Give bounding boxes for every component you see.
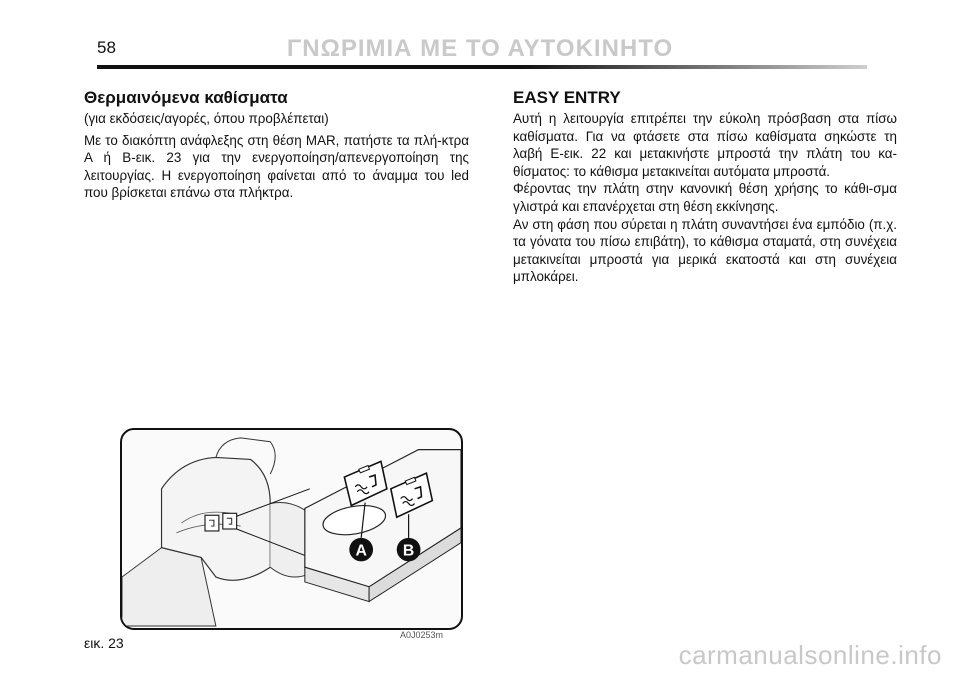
heated-seats-subtitle: (για εκδόσεις/αγορές, όπου προβλέπεται): [84, 111, 329, 126]
callout-b-label: B: [402, 542, 415, 560]
header-rule: [97, 65, 867, 69]
watermark: carmanualsonline.info: [678, 640, 942, 670]
page-header-title: ΓΝΩΡΙΜΙΑ ΜΕ ΤΟ ΑΥΤΟΚΙΝΗΤΟ: [286, 35, 674, 62]
right-column: [513, 88, 897, 286]
easy-entry-para-1: Αυτή η λειτουργία επιτρέπει την εύκολη πρόσβαση στα πίσω καθίσματα. Για να φτάσετε στα πίσω καθίσματα σηκώστε τη λαβή E-εικ. 22 και μετακινήστε μπροστά την πλάτη του κα-θίσματος: το κάθισμα μετακινείται αυτόματα μπροστά.: [513, 111, 897, 179]
easy-entry-para-3: Αν στη φάση που σύρεται η πλάτη συναντήσει ένα εμπόδιο (π.χ. τα γόνατα του πίσω επιβάτη), το κάθισμα σταματά, στη συνέχεια μετακινείται μπροστά για μερικά εκατοστά και στη συνέχεια μπλοκάρει.: [513, 216, 897, 285]
figure-caption: εικ. 23: [84, 635, 124, 651]
figure-23: [120, 428, 463, 630]
left-column: [84, 88, 469, 202]
callout-a-label: A: [355, 542, 367, 560]
easy-entry-title: EASY ENTRY: [513, 88, 621, 107]
easy-entry-para-2: Φέροντας την πλάτη στην κανονική θέση χρήσης το κάθι-σμα γλιστρά και επανέρχεται στη θέση εκκίνησης.: [513, 181, 897, 214]
figure-code: A0J0253m: [400, 630, 444, 640]
seat-heater-switches-illustration: [122, 430, 461, 628]
heated-seats-title: Θερμαινόμενα καθίσματα: [84, 88, 288, 107]
heated-seats-body: Με το διακόπτη ανάφλεξης στη θέση MAR, πατήστε τα πλή-κτρα A ή B-εικ. 23 για την ενεργοποίηση/απενεργοποίηση της λειτουργίας. Η ενεργοποίηση φαίνεται από το άναμμα του led που βρίσκεται επάνω στα πλήκτρα.: [84, 132, 469, 201]
page-number: 58: [97, 38, 116, 57]
